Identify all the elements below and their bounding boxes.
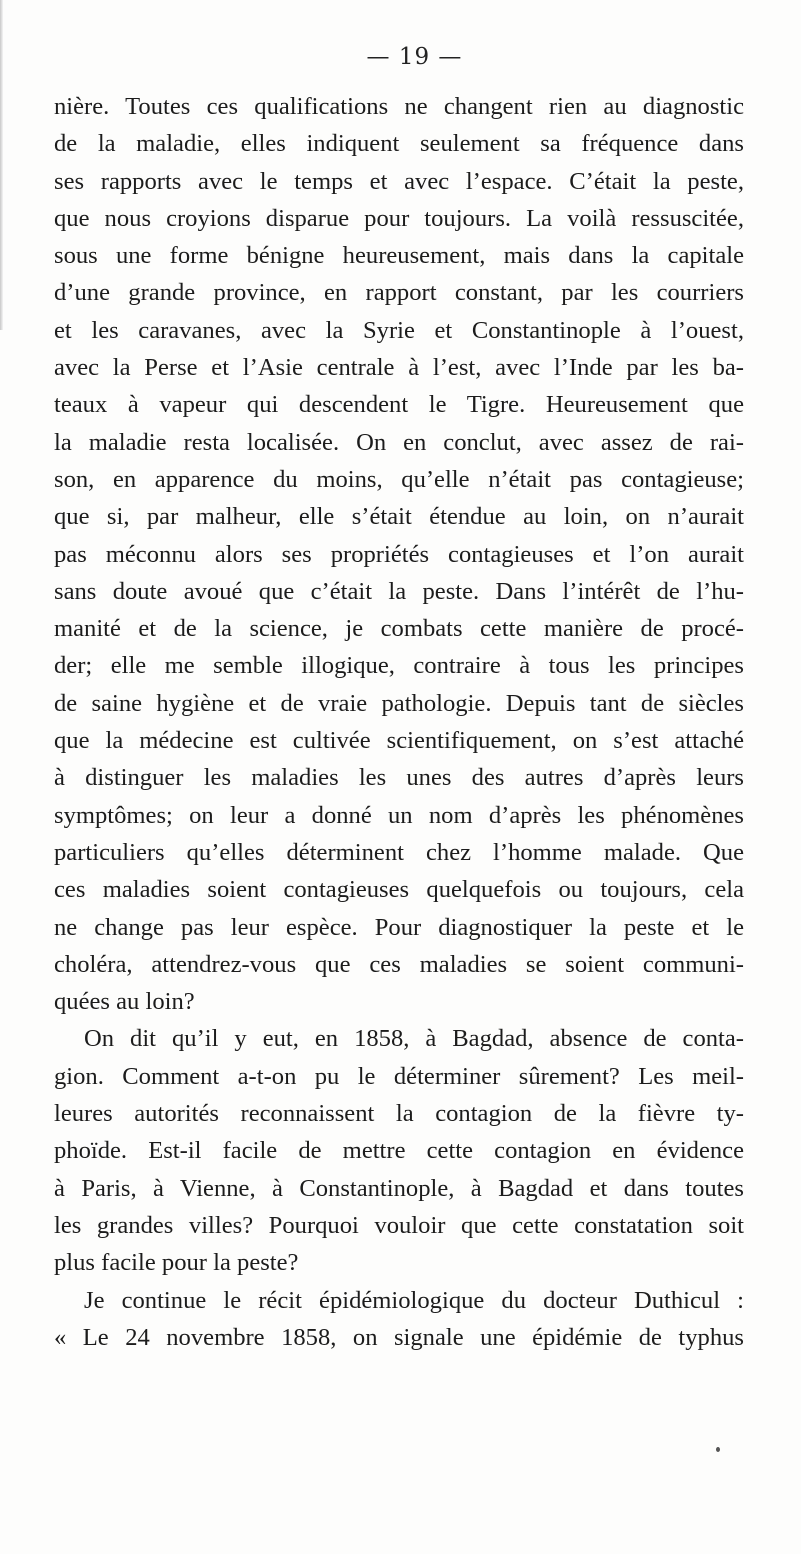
body-text <box>54 88 744 1356</box>
text-line: « Le 24 novembre 1858, on signale une épidémie de typhus <box>54 1323 744 1351</box>
text-line: manité et de la science, je combats cette manière de procé- <box>54 615 744 643</box>
text-line: choléra, attendrez-vous que ces maladies se soient communi- <box>54 950 744 978</box>
text-line: Je continue le récit épidémiologique du docteur Duthicul : <box>84 1286 744 1314</box>
text-line: la maladie resta localisée. On en conclut, avec assez de rai- <box>54 428 744 456</box>
text-line: à Paris, à Vienne, à Constantinople, à Bagdad et dans toutes <box>54 1174 744 1202</box>
text-line: de saine hygiène et de vraie pathologie. Depuis tant de siècles <box>54 689 744 717</box>
text-line: gion. Comment a-t-on pu le déterminer sûrement? Les meil- <box>54 1062 744 1090</box>
text-line: plus facile pour la peste? <box>54 1249 299 1277</box>
text-line: que nous croyions disparue pour toujours. La voilà ressuscitée, <box>54 204 744 232</box>
text-line: son, en apparence du moins, qu’elle n’était pas contagieuse; <box>54 465 744 493</box>
text-line: les grandes villes? Pourquoi vouloir que cette constatation soit <box>54 1211 744 1239</box>
text-line: sous une forme bénigne heureusement, mais dans la capitale <box>54 242 744 270</box>
text-line: ses rapports avec le temps et avec l’espace. C’était la peste, <box>54 167 744 195</box>
text-line: symptômes; on leur a donné un nom d’après les phénomènes <box>54 801 744 829</box>
text-line: et les caravanes, avec la Syrie et Constantinople à l’ouest, <box>54 316 744 344</box>
text-line: leures autorités reconnaissent la contagion de la fièvre ty- <box>54 1100 744 1128</box>
ink-speck <box>716 1447 720 1452</box>
text-line: ne change pas leur espèce. Pour diagnostiquer la peste et le <box>54 913 744 941</box>
text-line: der; elle me semble illogique, contraire à tous les principes <box>54 652 744 680</box>
text-line: que la médecine est cultivée scientifiquement, on s’est attaché <box>54 727 744 755</box>
text-line: teaux à vapeur qui descendent le Tigre. Heureusement que <box>54 391 744 419</box>
text-line: On dit qu’il y eut, en 1858, à Bagdad, absence de conta- <box>84 1025 744 1053</box>
text-line: de la maladie, elles indiquent seulement sa fréquence dans <box>54 130 744 158</box>
text-line: d’une grande province, en rapport constant, par les courriers <box>54 279 744 307</box>
text-line: quées au loin? <box>54 988 195 1016</box>
text-line: à distinguer les maladies les unes des autres d’après leurs <box>54 764 744 792</box>
text-line: ces maladies soient contagieuses quelquefois ou toujours, cela <box>54 876 744 904</box>
text-line: nière. Toutes ces qualifications ne changent rien au diagnostic <box>54 93 744 120</box>
text-line: particuliers qu’elles déterminent chez l’homme malade. Que <box>54 838 744 866</box>
text-line: phoïde. Est-il facile de mettre cette contagion en évidence <box>54 1137 744 1165</box>
text-line: pas méconnu alors ses propriétés contagieuses et l’on aurait <box>54 540 744 568</box>
text-line: que si, par malheur, elle s’était étendue au loin, on n’aurait <box>54 503 744 531</box>
page-number-header: — 19 — <box>366 44 463 70</box>
text-line: avec la Perse et l’Asie centrale à l’est, avec l’Inde par les ba- <box>54 354 744 382</box>
text-line: sans doute avoué que c’était la peste. Dans l’intérêt de l’hu- <box>54 577 744 605</box>
